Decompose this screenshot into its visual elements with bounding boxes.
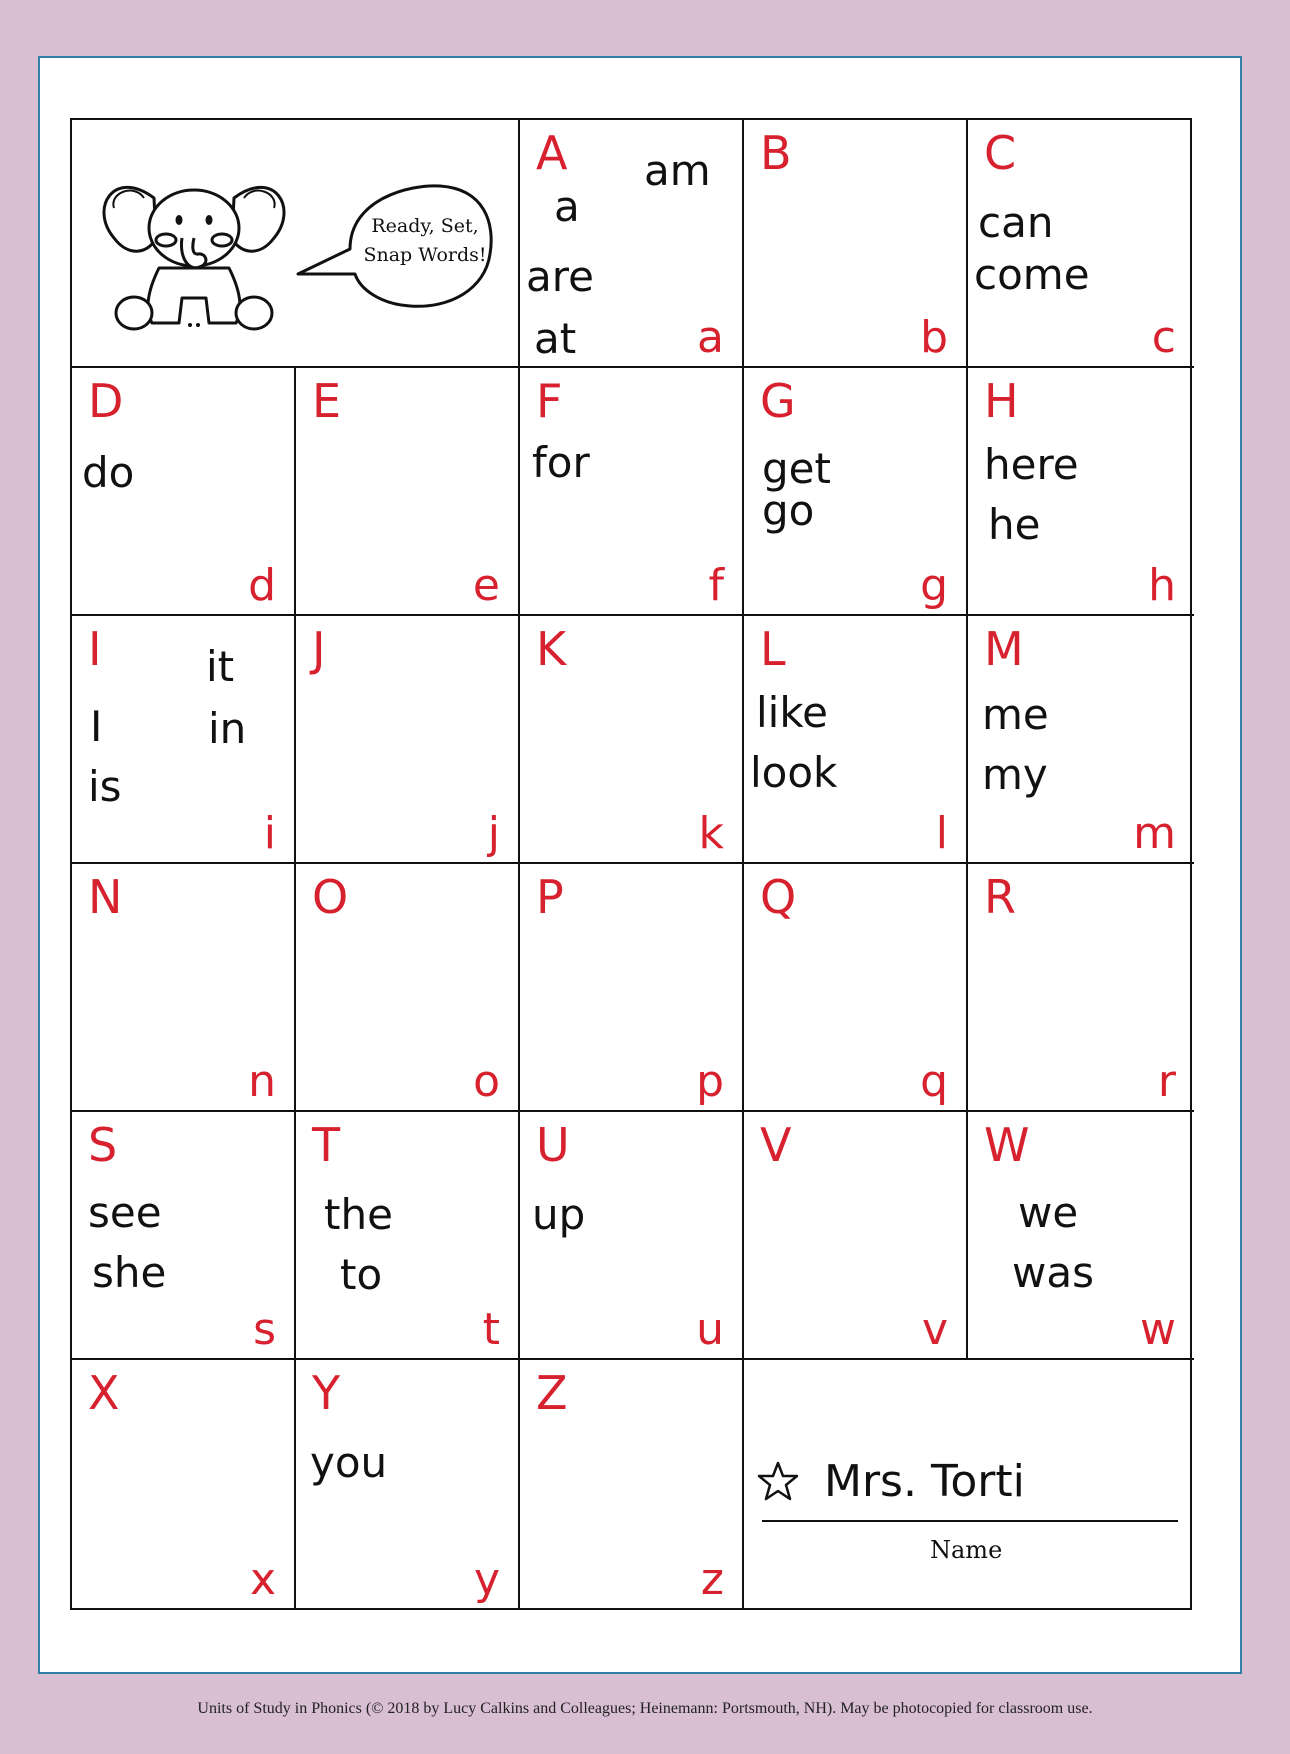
- snap-word: a: [554, 182, 580, 231]
- elephant-illustration: [94, 168, 294, 338]
- uppercase-letter: P: [536, 870, 564, 924]
- snap-word: you: [310, 1438, 388, 1487]
- snap-word: was: [1012, 1248, 1094, 1297]
- snap-word: at: [534, 314, 577, 363]
- student-name[interactable]: Mrs. Torti: [824, 1456, 1025, 1507]
- uppercase-letter: I: [88, 622, 102, 676]
- snap-word: I: [90, 702, 103, 751]
- uppercase-letter: O: [312, 870, 349, 924]
- uppercase-letter: M: [984, 622, 1024, 676]
- cell-s: [72, 1112, 296, 1360]
- uppercase-letter: H: [984, 374, 1019, 428]
- uppercase-letter: D: [88, 374, 124, 428]
- name-box: [744, 1360, 1194, 1608]
- snap-word: he: [988, 500, 1041, 549]
- lowercase-letter: h: [1148, 560, 1176, 611]
- cell-i: [72, 616, 296, 864]
- uppercase-letter: X: [88, 1366, 120, 1420]
- cell-z: [520, 1360, 744, 1608]
- uppercase-letter: C: [984, 126, 1017, 180]
- cell-t: [296, 1112, 520, 1360]
- cell-u: [520, 1112, 744, 1360]
- lowercase-letter: z: [700, 1554, 724, 1605]
- snap-word: is: [88, 762, 122, 811]
- lowercase-letter: j: [487, 808, 500, 859]
- cell-l: [744, 616, 968, 864]
- snap-word: in: [208, 704, 247, 753]
- uppercase-letter: Q: [760, 870, 797, 924]
- cell-e: [296, 368, 520, 616]
- lowercase-letter: f: [708, 560, 724, 611]
- header-cell: [72, 120, 520, 368]
- snap-word: look: [750, 748, 838, 797]
- lowercase-letter: g: [920, 560, 948, 611]
- lowercase-letter: x: [249, 1554, 276, 1605]
- cell-p: [520, 864, 744, 1112]
- cell-g: [744, 368, 968, 616]
- uppercase-letter: R: [984, 870, 1016, 924]
- snap-word: my: [982, 750, 1048, 799]
- name-underline: [762, 1520, 1178, 1522]
- uppercase-letter: Y: [312, 1366, 341, 1420]
- cell-j: [296, 616, 520, 864]
- uppercase-letter: F: [536, 374, 563, 428]
- cell-d: [72, 368, 296, 616]
- snap-words-grid: [70, 118, 1192, 1610]
- lowercase-letter: u: [696, 1304, 724, 1355]
- cell-x: [72, 1360, 296, 1608]
- lowercase-letter: i: [263, 808, 276, 859]
- uppercase-letter: T: [312, 1118, 341, 1172]
- uppercase-letter: G: [760, 374, 796, 428]
- cell-b: [744, 120, 968, 368]
- speech-line: Snap Words!: [363, 243, 487, 266]
- lowercase-letter: m: [1133, 808, 1176, 859]
- lowercase-letter: y: [473, 1554, 500, 1605]
- lowercase-letter: c: [1151, 312, 1176, 363]
- lowercase-letter: p: [696, 1056, 724, 1107]
- cell-k: [520, 616, 744, 864]
- uppercase-letter: L: [760, 622, 786, 676]
- lowercase-letter: q: [920, 1056, 948, 1107]
- lowercase-letter: s: [253, 1304, 276, 1355]
- cell-q: [744, 864, 968, 1112]
- cell-r: [968, 864, 1194, 1112]
- lowercase-letter: l: [935, 808, 948, 859]
- lowercase-letter: n: [248, 1056, 276, 1107]
- snap-word: can: [978, 198, 1054, 247]
- uppercase-letter: K: [536, 622, 567, 676]
- lowercase-letter: r: [1157, 1056, 1176, 1107]
- uppercase-letter: V: [760, 1118, 792, 1172]
- uppercase-letter: B: [760, 126, 792, 180]
- snap-word: to: [340, 1250, 383, 1299]
- lowercase-letter: k: [698, 808, 724, 859]
- lowercase-letter: d: [248, 560, 276, 611]
- uppercase-letter: Z: [536, 1366, 568, 1420]
- cell-o: [296, 864, 520, 1112]
- speech-line: Ready, Set,: [371, 215, 479, 237]
- uppercase-letter: W: [984, 1118, 1030, 1172]
- uppercase-letter: U: [536, 1118, 570, 1172]
- cell-f: [520, 368, 744, 616]
- cell-a: [520, 120, 744, 368]
- snap-word: here: [984, 440, 1079, 489]
- snap-word: the: [324, 1190, 393, 1239]
- uppercase-letter: N: [88, 870, 123, 924]
- snap-word: it: [206, 642, 235, 691]
- snap-word: up: [532, 1190, 586, 1239]
- cell-c: [968, 120, 1194, 368]
- cell-y: [296, 1360, 520, 1608]
- uppercase-letter: A: [536, 126, 568, 180]
- snap-word: come: [974, 250, 1090, 299]
- snap-word: she: [92, 1248, 167, 1297]
- snap-word: get: [762, 444, 831, 493]
- lowercase-letter: v: [921, 1304, 948, 1355]
- snap-word: for: [532, 438, 590, 487]
- uppercase-letter: E: [312, 374, 342, 428]
- star-icon: [756, 1460, 800, 1504]
- lowercase-letter: t: [482, 1304, 500, 1355]
- cell-n: [72, 864, 296, 1112]
- snap-word: am: [644, 146, 711, 195]
- lowercase-letter: a: [697, 312, 724, 363]
- lowercase-letter: b: [920, 312, 948, 363]
- name-label: Name: [930, 1536, 1003, 1564]
- lowercase-letter: e: [472, 560, 500, 611]
- uppercase-letter: S: [88, 1118, 118, 1172]
- cell-v: [744, 1112, 968, 1360]
- snap-word: are: [526, 252, 594, 301]
- lowercase-letter: w: [1140, 1304, 1176, 1355]
- snap-word: me: [982, 690, 1049, 739]
- snap-word: do: [82, 448, 135, 497]
- footer-credit: Units of Study in Phonics (© 2018 by Lucy Calkins and Colleagues; Heinemann: Portsmouth, NH). May be photocopied for classroom use.: [197, 1700, 1093, 1717]
- snap-word: see: [88, 1188, 162, 1237]
- cell-h: [968, 368, 1194, 616]
- snap-word: like: [756, 688, 829, 737]
- cell-w: [968, 1112, 1194, 1360]
- uppercase-letter: J: [312, 622, 326, 676]
- lowercase-letter: o: [473, 1056, 500, 1107]
- snap-word: we: [1018, 1188, 1079, 1237]
- snap-word: go: [762, 486, 815, 535]
- cell-m: [968, 616, 1194, 864]
